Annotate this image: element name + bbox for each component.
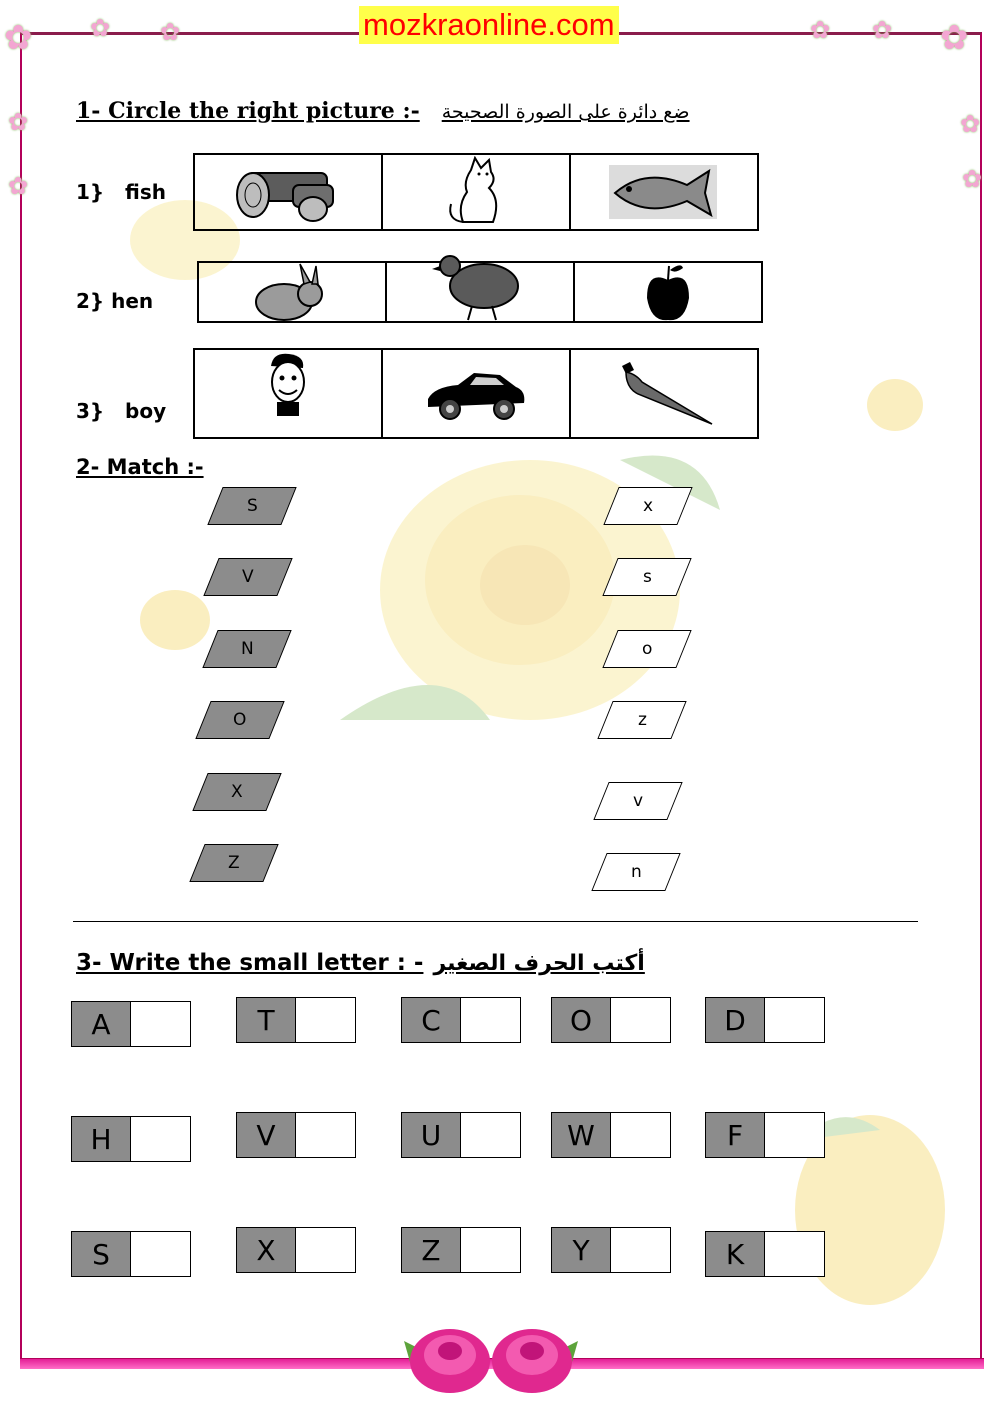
rabbit-icon	[254, 262, 330, 322]
hen-icon	[432, 250, 528, 322]
picture-option-rabbit[interactable]	[199, 263, 387, 321]
match-left-item[interactable]: X	[192, 773, 281, 811]
match-left-item[interactable]: V	[203, 558, 292, 596]
section-2-title: 2- Match :-	[76, 455, 204, 479]
capital-letter: K	[705, 1231, 765, 1277]
letter-box	[705, 1112, 825, 1158]
picture-option-cat[interactable]	[383, 155, 571, 229]
capital-letter: T	[236, 997, 296, 1043]
picture-option-car[interactable]	[383, 350, 571, 437]
flower-icon: ✿	[872, 16, 893, 44]
capital-letter: Z	[401, 1227, 461, 1273]
answer-box[interactable]	[765, 1231, 825, 1277]
question-1-label: 1} fish	[76, 180, 167, 204]
flower-icon: ✿	[8, 172, 29, 200]
capital-letter: F	[705, 1112, 765, 1158]
section-1-title	[76, 98, 690, 124]
capital-letter: Y	[551, 1227, 611, 1273]
capital-letter: H	[71, 1116, 131, 1162]
match-right-item[interactable]: x	[603, 487, 692, 525]
answer-box[interactable]	[611, 1112, 671, 1158]
capital-letter: D	[705, 997, 765, 1043]
letter-box	[401, 1112, 521, 1158]
flower-icon: ✿	[962, 165, 983, 193]
letter-box	[236, 1227, 356, 1273]
pink-roses-decoration	[398, 1325, 584, 1397]
cat-icon	[441, 156, 511, 228]
apple-icon	[643, 260, 693, 324]
picture-option-logs[interactable]	[195, 155, 383, 229]
question-1-picture-row	[193, 153, 759, 231]
answer-box[interactable]	[765, 1112, 825, 1158]
answer-box[interactable]	[296, 1112, 356, 1158]
match-right-item[interactable]: v	[593, 782, 682, 820]
letter-box	[705, 997, 825, 1043]
question-3-label: 3} boy	[76, 399, 167, 423]
answer-box[interactable]	[131, 1001, 191, 1047]
match-right-item[interactable]: o	[602, 630, 691, 668]
picture-option-hen[interactable]	[387, 263, 575, 321]
flower-icon: ✿	[940, 18, 969, 58]
answer-box[interactable]	[765, 997, 825, 1043]
match-left-item[interactable]: O	[195, 701, 284, 739]
section-1-title-en: 1- Circle the right picture :-	[76, 98, 420, 124]
answer-box[interactable]	[611, 1227, 671, 1273]
match-left-item[interactable]: S	[207, 487, 296, 525]
flower-icon: ✿	[4, 18, 33, 58]
match-right-item[interactable]: z	[597, 701, 686, 739]
answer-box[interactable]	[461, 1227, 521, 1273]
flower-icon: ✿	[810, 16, 831, 44]
picture-option-apple[interactable]	[575, 263, 761, 321]
match-left-item[interactable]: N	[202, 630, 291, 668]
site-banner: mozkraonline.com	[359, 6, 619, 44]
car-icon	[424, 365, 528, 423]
picture-option-boy[interactable]	[195, 350, 383, 437]
logs-icon	[233, 159, 343, 225]
flower-icon: ✿	[8, 108, 29, 136]
letter-box	[71, 1116, 191, 1162]
answer-box[interactable]	[611, 997, 671, 1043]
letter-box	[401, 997, 521, 1043]
answer-box[interactable]	[461, 1112, 521, 1158]
capital-letter: A	[71, 1001, 131, 1047]
page-frame	[20, 32, 982, 1366]
answer-box[interactable]	[131, 1231, 191, 1277]
capital-letter: C	[401, 997, 461, 1043]
section-3-title	[76, 950, 645, 976]
answer-box[interactable]	[461, 997, 521, 1043]
picture-option-carrot[interactable]	[571, 350, 757, 437]
question-2-picture-row	[197, 261, 763, 323]
capital-letter: O	[551, 997, 611, 1043]
section-divider	[73, 921, 918, 922]
question-2-label: 2} hen	[76, 289, 154, 313]
match-right-item[interactable]: n	[591, 853, 680, 891]
answer-box[interactable]	[131, 1116, 191, 1162]
capital-letter: U	[401, 1112, 461, 1158]
answer-box[interactable]	[296, 1227, 356, 1273]
capital-letter: V	[236, 1112, 296, 1158]
letter-box	[236, 997, 356, 1043]
section-3-title-ar: أكتب الحرف الصغير	[433, 951, 645, 976]
flower-icon: ✿	[160, 18, 181, 46]
flower-icon: ✿	[960, 110, 981, 138]
match-left-item[interactable]: Z	[189, 844, 278, 882]
carrot-icon	[612, 360, 716, 428]
letter-box	[236, 1112, 356, 1158]
section-3-title-en: 3- Write the small letter : -	[76, 950, 424, 976]
letter-box	[551, 997, 671, 1043]
letter-box	[705, 1231, 825, 1277]
question-3-picture-row	[193, 348, 759, 439]
letter-box	[401, 1227, 521, 1273]
capital-letter: W	[551, 1112, 611, 1158]
section-1-title-ar: ضع دائرة على الصورة الصحيحة	[441, 101, 690, 123]
letter-box	[71, 1001, 191, 1047]
fish-icon	[609, 165, 719, 219]
letter-box	[551, 1227, 671, 1273]
flower-icon: ✿	[90, 14, 111, 42]
picture-option-fish[interactable]	[571, 155, 757, 229]
answer-box[interactable]	[296, 997, 356, 1043]
match-right-item[interactable]: s	[602, 558, 691, 596]
capital-letter: S	[71, 1231, 131, 1277]
letter-box	[551, 1112, 671, 1158]
letter-box	[71, 1231, 191, 1277]
boy-face-icon	[263, 350, 313, 418]
capital-letter: X	[236, 1227, 296, 1273]
